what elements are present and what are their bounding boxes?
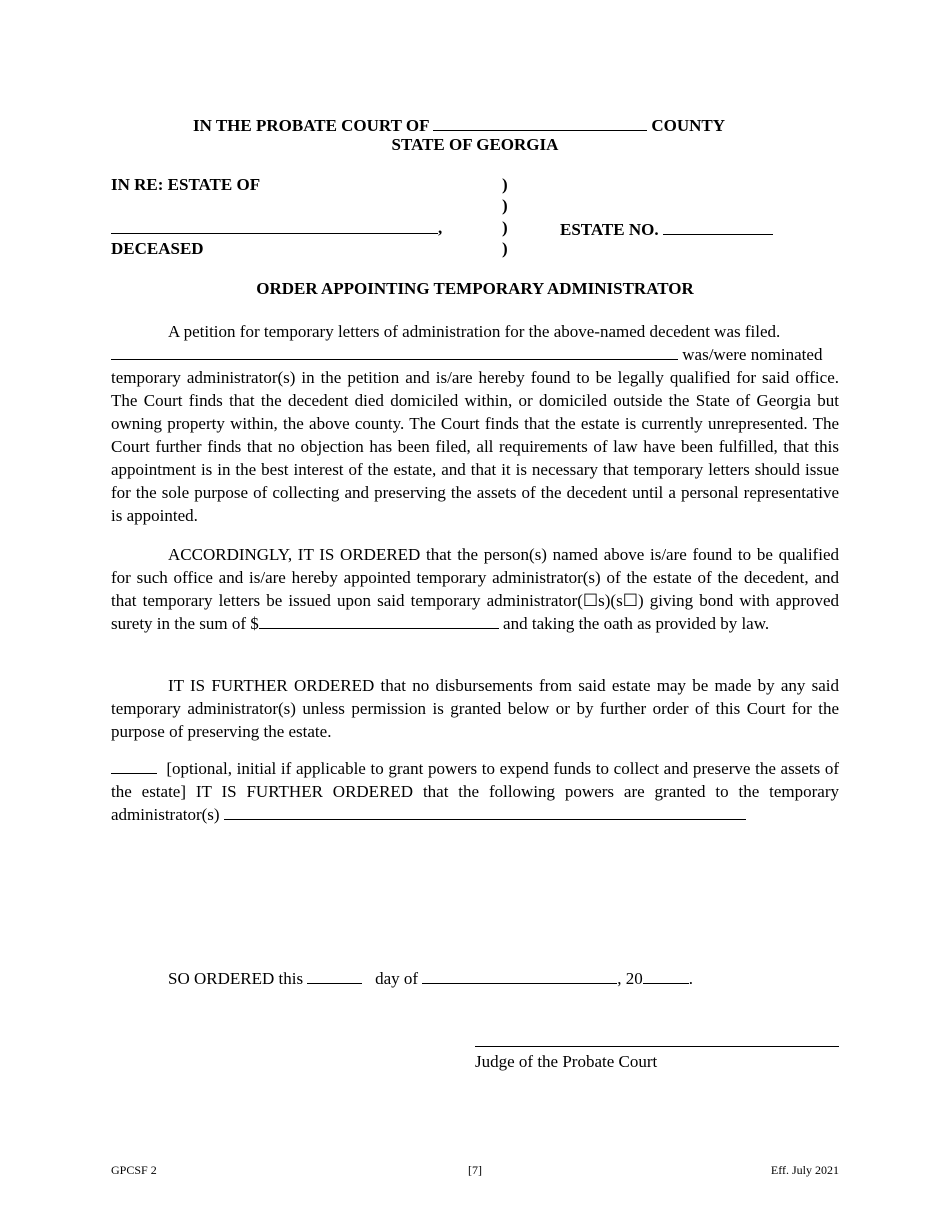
caption-paren: ) — [502, 196, 508, 215]
accordingly-text: ACCORDINGLY, IT IS ORDERED that the person(s) named above is/are found to be qualified for such office and is/are hereby appointed temporary administrator(s) of the estate of the decedent, and that temporary letters be issued upon said temporary administrator(☐s)(s☐) giving bond with approved surety in the sum of $ — [111, 545, 839, 633]
estate-number-blank[interactable] — [663, 218, 773, 235]
estate-no-label: ESTATE NO. — [560, 220, 659, 239]
paragraph-accordingly — [111, 543, 839, 635]
state-heading: STATE OF GEORGIA — [391, 135, 559, 154]
county-name-blank[interactable] — [433, 114, 647, 131]
judge-signature-line[interactable] — [475, 1046, 839, 1047]
optional-powers-body — [111, 757, 839, 826]
court-prefix: IN THE PROBATE COURT OF — [193, 116, 429, 135]
form-id: GPCSF 2 — [111, 1163, 157, 1177]
nominated-text: was/were nominated — [682, 345, 823, 364]
period: . — [688, 969, 694, 988]
initials-blank[interactable] — [111, 757, 157, 774]
day-of-label: day of — [375, 969, 419, 988]
findings-body: temporary administrator(s) in the petition and is/are hereby found to be legally qualified for said office. The Court finds that the decedent died domiciled within, or domiciled outside the State of Georgia but owning property within, the above county. The Court finds that the estate is currently unrepresented. The Court further finds that no objection has been filed, all requirements of law have been fulfilled, that this appointment is in the best interest of the estate, and that it is necessary that temporary letters should issue for the sole purpose of collecting and preserving the assets of the decedent until a personal representative is appointed. — [111, 368, 839, 525]
nominee-line — [111, 343, 839, 366]
caption-comma: , — [438, 218, 443, 237]
paragraph-no-disbursements — [111, 674, 839, 743]
powers-blank[interactable] — [224, 803, 746, 820]
accordingly-body — [111, 543, 839, 635]
deceased-label: DECEASED — [111, 239, 204, 258]
no-disbursements-body: IT IS FURTHER ORDERED that no disbursements from said estate may be made by any said temporary administrator(s) unless permission is granted below or by further order of this Court for the purpose of preserving the estate. — [111, 676, 839, 741]
decedent-name-blank[interactable] — [111, 218, 438, 234]
estate-no-field — [560, 218, 773, 240]
findings-first-line: A petition for temporary letters of administration for the above-named decedent was filed. — [168, 322, 781, 341]
optional-powers-text: [optional, initial if applicable to grant powers to expend funds to collect and preserve the assets of the estate] IT IS FURTHER ORDERED that the following powers are granted to the temporary administrator(s) — [111, 759, 840, 824]
page-number: [7] — [468, 1163, 482, 1177]
caption-paren: ) — [502, 175, 508, 194]
so-ordered-label: SO ORDERED this — [168, 969, 304, 988]
month-blank[interactable] — [422, 967, 617, 984]
nominee-name-blank[interactable] — [111, 343, 678, 360]
year-prefix: , 20 — [617, 969, 643, 988]
court-header-line — [193, 114, 725, 136]
court-suffix: COUNTY — [651, 116, 726, 135]
year-blank[interactable] — [643, 967, 689, 984]
caption-paren: ) — [502, 218, 508, 237]
paragraph-optional-powers — [111, 757, 839, 826]
bond-amount-blank[interactable] — [259, 612, 499, 629]
day-blank[interactable] — [307, 967, 362, 984]
oath-text: and taking the oath as provided by law. — [503, 614, 770, 633]
caption-paren: ) — [502, 239, 508, 258]
effective-date: Eff. July 2021 — [770, 1163, 839, 1177]
in-re-label: IN RE: ESTATE OF — [111, 175, 261, 194]
so-ordered-line — [168, 967, 693, 989]
paragraph-findings — [111, 320, 839, 527]
judge-label: Judge of the Probate Court — [475, 1052, 658, 1071]
order-title: ORDER APPOINTING TEMPORARY ADMINISTRATOR — [256, 279, 694, 298]
